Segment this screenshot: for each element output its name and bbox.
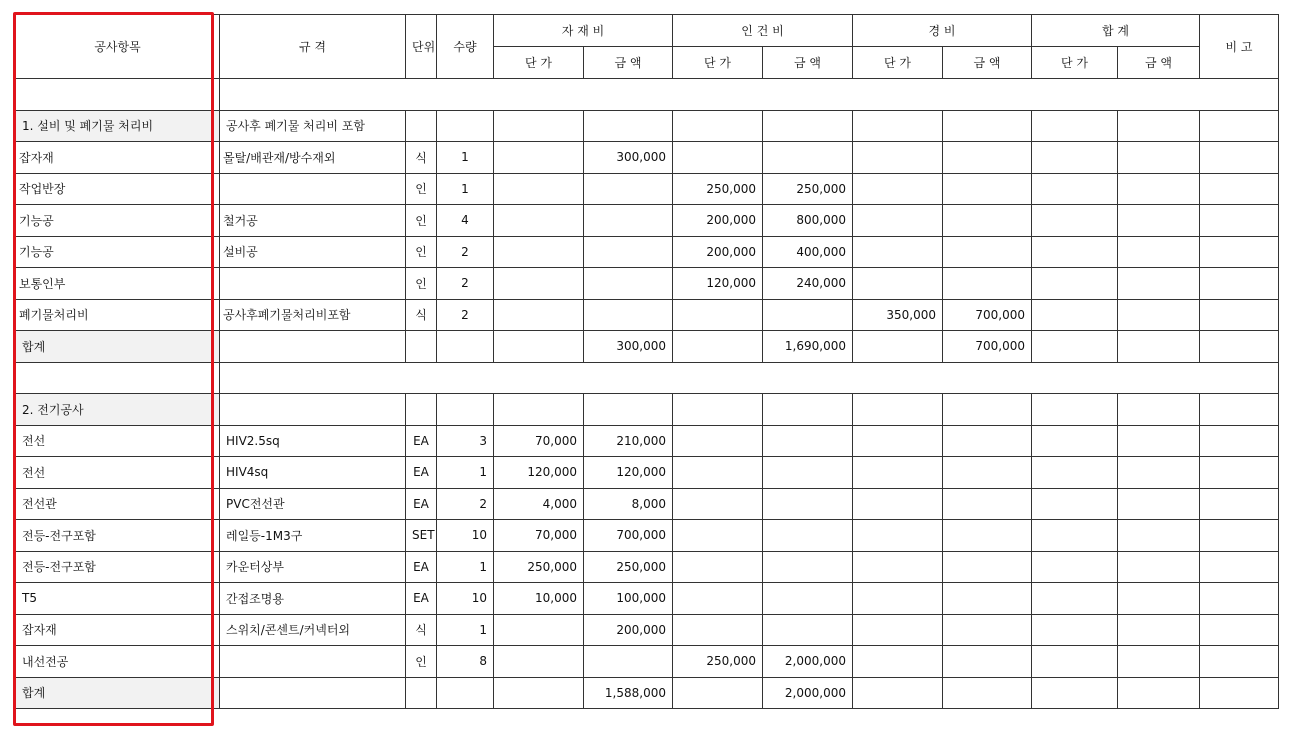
material-unit-price: 120,000 [494, 457, 584, 489]
empty-cell [673, 677, 763, 709]
item-spec: 철거공 [220, 205, 406, 237]
item-qty: 2 [437, 299, 494, 331]
total-amount [1118, 173, 1200, 205]
expense-unit-price: 350,000 [853, 299, 943, 331]
expense-amount [943, 425, 1032, 457]
table-row [16, 268, 1279, 300]
total-amount [1118, 205, 1200, 237]
empty-cell [584, 394, 673, 426]
empty-cell [437, 394, 494, 426]
item-unit: 식 [406, 299, 437, 331]
note-cell [1200, 425, 1279, 457]
table-body [16, 79, 1279, 709]
labor-amount: 2,000,000 [763, 677, 853, 709]
item-name: 기능공 [16, 205, 220, 237]
total-unit-price [1032, 488, 1118, 520]
empty-cell [220, 331, 406, 363]
empty-cell [406, 110, 437, 142]
table-row [16, 236, 1279, 268]
header-unit-price: 단 가 [1032, 47, 1118, 79]
item-spec: PVC전선관 [220, 488, 406, 520]
empty-cell [853, 677, 943, 709]
empty-cell [220, 362, 1279, 394]
total-unit-price [1032, 551, 1118, 583]
item-spec: 설비공 [220, 236, 406, 268]
header-unit-price: 단 가 [673, 47, 763, 79]
labor-unit-price [673, 142, 763, 174]
estimate-table [15, 14, 1279, 709]
material-unit-price [494, 142, 584, 174]
item-spec: HIV4sq [220, 457, 406, 489]
expense-unit-price [853, 236, 943, 268]
total-unit-price [1032, 236, 1118, 268]
expense-unit-price [853, 142, 943, 174]
total-amount [1118, 646, 1200, 678]
item-unit: 인 [406, 268, 437, 300]
material-amount: 210,000 [584, 425, 673, 457]
labor-amount: 2,000,000 [763, 646, 853, 678]
material-unit-price [494, 236, 584, 268]
header-amount: 금 액 [763, 47, 853, 79]
material-amount: 120,000 [584, 457, 673, 489]
table-row [16, 142, 1279, 174]
empty-cell [1032, 394, 1118, 426]
note-cell [1200, 646, 1279, 678]
item-unit: EA [406, 583, 437, 615]
expense-unit-price [853, 520, 943, 552]
section-row [16, 110, 1279, 142]
item-name: 내선전공 [16, 646, 220, 678]
item-name: 전선 [16, 425, 220, 457]
material-unit-price: 4,000 [494, 488, 584, 520]
note-cell [1200, 520, 1279, 552]
header-unit-price: 단 가 [853, 47, 943, 79]
item-unit: EA [406, 551, 437, 583]
table-row [16, 173, 1279, 205]
item-qty: 1 [437, 142, 494, 174]
empty-cell [406, 677, 437, 709]
expense-unit-price [853, 173, 943, 205]
header-qty: 수량 [437, 15, 494, 79]
empty-cell [1200, 394, 1279, 426]
labor-amount [763, 520, 853, 552]
expense-amount [943, 520, 1032, 552]
note-cell [1200, 677, 1279, 709]
blank-row [16, 79, 1279, 111]
labor-amount [763, 551, 853, 583]
empty-cell [943, 110, 1032, 142]
header-row-1 [16, 15, 1279, 47]
item-spec: 레일등-1M3구 [220, 520, 406, 552]
material-amount [584, 173, 673, 205]
material-amount [584, 299, 673, 331]
total-unit-price [1032, 268, 1118, 300]
table-row [16, 646, 1279, 678]
material-amount: 300,000 [584, 142, 673, 174]
item-spec: 스위치/콘센트/커넥터외 [220, 614, 406, 646]
expense-amount [943, 205, 1032, 237]
labor-unit-price: 200,000 [673, 205, 763, 237]
item-qty: 1 [437, 173, 494, 205]
expense-unit-price [853, 457, 943, 489]
labor-unit-price [673, 425, 763, 457]
item-name: 기능공 [16, 236, 220, 268]
empty-cell [763, 394, 853, 426]
labor-amount [763, 614, 853, 646]
note-cell [1200, 488, 1279, 520]
total-unit-price [1032, 457, 1118, 489]
total-amount [1118, 425, 1200, 457]
note-cell [1200, 142, 1279, 174]
item-qty: 2 [437, 236, 494, 268]
empty-cell [494, 677, 584, 709]
expense-amount [943, 457, 1032, 489]
expense-unit-price [853, 268, 943, 300]
expense-amount [943, 173, 1032, 205]
section-spec [220, 394, 406, 426]
material-amount [584, 205, 673, 237]
expense-amount [943, 614, 1032, 646]
labor-unit-price: 250,000 [673, 646, 763, 678]
item-qty: 1 [437, 551, 494, 583]
item-name: 잡자재 [16, 614, 220, 646]
subtotal-row [16, 677, 1279, 709]
empty-cell [584, 110, 673, 142]
expense-amount [943, 583, 1032, 615]
empty-cell [406, 331, 437, 363]
table-row [16, 299, 1279, 331]
header-amount: 금 액 [584, 47, 673, 79]
labor-unit-price: 250,000 [673, 173, 763, 205]
total-unit-price [1032, 520, 1118, 552]
labor-unit-price [673, 614, 763, 646]
table-row [16, 205, 1279, 237]
material-unit-price [494, 173, 584, 205]
section-title: 2. 전기공사 [16, 394, 220, 426]
material-amount [584, 268, 673, 300]
labor-unit-price [673, 583, 763, 615]
labor-unit-price [673, 551, 763, 583]
empty-cell [494, 110, 584, 142]
item-unit: EA [406, 425, 437, 457]
subtotal-row [16, 331, 1279, 363]
material-amount [584, 236, 673, 268]
subtotal-label: 합계 [16, 677, 220, 709]
item-spec: 간접조명용 [220, 583, 406, 615]
expense-unit-price [853, 551, 943, 583]
empty-cell [220, 79, 1279, 111]
total-unit-price [1032, 646, 1118, 678]
empty-cell [943, 394, 1032, 426]
section-spec: 공사후 폐기물 처리비 포함 [220, 110, 406, 142]
note-cell [1200, 173, 1279, 205]
total-amount [1118, 614, 1200, 646]
item-name: 잡자재 [16, 142, 220, 174]
header-amount: 금 액 [1118, 47, 1200, 79]
material-amount: 100,000 [584, 583, 673, 615]
item-spec: 카운터상부 [220, 551, 406, 583]
header-unit: 단위 [406, 15, 437, 79]
total-amount [1118, 583, 1200, 615]
expense-amount [943, 236, 1032, 268]
empty-cell [1032, 677, 1118, 709]
note-cell [1200, 236, 1279, 268]
labor-unit-price [673, 457, 763, 489]
total-amount [1118, 268, 1200, 300]
header-item: 공사항목 [16, 15, 220, 79]
labor-unit-price: 120,000 [673, 268, 763, 300]
empty-cell [853, 110, 943, 142]
total-amount [1118, 551, 1200, 583]
labor-amount [763, 457, 853, 489]
item-qty: 2 [437, 268, 494, 300]
item-qty: 1 [437, 457, 494, 489]
note-cell [1200, 331, 1279, 363]
material-unit-price [494, 646, 584, 678]
total-amount [1118, 236, 1200, 268]
item-spec: 공사후폐기물처리비포함 [220, 299, 406, 331]
total-unit-price [1032, 142, 1118, 174]
empty-cell [406, 394, 437, 426]
labor-amount: 240,000 [763, 268, 853, 300]
item-unit: 식 [406, 614, 437, 646]
table-row [16, 457, 1279, 489]
material-unit-price: 10,000 [494, 583, 584, 615]
material-unit-price: 70,000 [494, 425, 584, 457]
section-row [16, 394, 1279, 426]
table-row [16, 488, 1279, 520]
header-unit-price: 단 가 [494, 47, 584, 79]
expense-amount [943, 488, 1032, 520]
expense-unit-price [853, 488, 943, 520]
material-amount: 250,000 [584, 551, 673, 583]
labor-amount: 400,000 [763, 236, 853, 268]
material-amount: 8,000 [584, 488, 673, 520]
note-cell [1200, 583, 1279, 615]
item-unit: 인 [406, 173, 437, 205]
labor-unit-price [673, 520, 763, 552]
labor-unit-price [673, 488, 763, 520]
material-amount: 700,000 [584, 520, 673, 552]
empty-cell [16, 79, 220, 111]
labor-unit-price: 200,000 [673, 236, 763, 268]
empty-cell [1200, 110, 1279, 142]
item-qty: 2 [437, 488, 494, 520]
total-amount [1118, 142, 1200, 174]
material-amount [584, 646, 673, 678]
labor-amount [763, 299, 853, 331]
item-name: 보통인부 [16, 268, 220, 300]
section-title: 1. 설비 및 폐기물 처리비 [16, 110, 220, 142]
item-name: 전선관 [16, 488, 220, 520]
empty-cell [437, 110, 494, 142]
item-unit: EA [406, 457, 437, 489]
item-spec [220, 268, 406, 300]
total-amount [1118, 457, 1200, 489]
item-name: 전등-전구포함 [16, 551, 220, 583]
blank-row [16, 362, 1279, 394]
item-spec [220, 173, 406, 205]
item-unit: 인 [406, 646, 437, 678]
empty-cell [1118, 110, 1200, 142]
item-qty: 1 [437, 614, 494, 646]
total-amount [1118, 677, 1200, 709]
item-unit: 인 [406, 236, 437, 268]
item-qty: 10 [437, 520, 494, 552]
empty-cell [16, 362, 220, 394]
expense-unit-price [853, 646, 943, 678]
note-cell [1200, 205, 1279, 237]
empty-cell [494, 331, 584, 363]
total-amount [1118, 299, 1200, 331]
expense-amount: 700,000 [943, 299, 1032, 331]
material-amount: 300,000 [584, 331, 673, 363]
empty-cell [494, 394, 584, 426]
header-labor: 인 건 비 [673, 15, 853, 47]
expense-amount [943, 646, 1032, 678]
material-amount: 200,000 [584, 614, 673, 646]
header-expense: 경 비 [853, 15, 1032, 47]
item-spec [220, 646, 406, 678]
expense-amount [943, 677, 1032, 709]
expense-unit-price [853, 614, 943, 646]
empty-cell [673, 394, 763, 426]
total-amount [1118, 331, 1200, 363]
header-material: 자 재 비 [494, 15, 673, 47]
total-unit-price [1032, 205, 1118, 237]
expense-unit-price [853, 205, 943, 237]
total-unit-price [1032, 583, 1118, 615]
labor-amount [763, 583, 853, 615]
item-qty: 4 [437, 205, 494, 237]
item-name: 작업반장 [16, 173, 220, 205]
total-unit-price [1032, 299, 1118, 331]
labor-unit-price [673, 299, 763, 331]
item-name: 전등-전구포함 [16, 520, 220, 552]
expense-amount [943, 551, 1032, 583]
material-unit-price: 70,000 [494, 520, 584, 552]
header-total: 합 계 [1032, 15, 1200, 47]
item-name: 폐기물처리비 [16, 299, 220, 331]
labor-amount: 250,000 [763, 173, 853, 205]
note-cell [1200, 457, 1279, 489]
item-spec: HIV2.5sq [220, 425, 406, 457]
empty-cell [437, 331, 494, 363]
total-unit-price [1032, 425, 1118, 457]
empty-cell [1032, 110, 1118, 142]
total-unit-price [1032, 173, 1118, 205]
subtotal-label: 합계 [16, 331, 220, 363]
note-cell [1200, 268, 1279, 300]
empty-cell [437, 677, 494, 709]
empty-cell [1118, 394, 1200, 426]
labor-amount: 800,000 [763, 205, 853, 237]
labor-amount [763, 425, 853, 457]
item-qty: 8 [437, 646, 494, 678]
material-unit-price [494, 299, 584, 331]
empty-cell [763, 110, 853, 142]
item-unit: 식 [406, 142, 437, 174]
expense-unit-price [853, 425, 943, 457]
empty-cell [1032, 331, 1118, 363]
table-row [16, 551, 1279, 583]
empty-cell [673, 331, 763, 363]
empty-cell [853, 394, 943, 426]
item-qty: 10 [437, 583, 494, 615]
material-unit-price [494, 614, 584, 646]
labor-amount [763, 488, 853, 520]
item-unit: 인 [406, 205, 437, 237]
total-amount [1118, 488, 1200, 520]
material-unit-price [494, 205, 584, 237]
expense-amount: 700,000 [943, 331, 1032, 363]
expense-unit-price [853, 583, 943, 615]
header-spec: 규 격 [220, 15, 406, 79]
item-qty: 3 [437, 425, 494, 457]
table-row [16, 583, 1279, 615]
item-unit: EA [406, 488, 437, 520]
header-note: 비 고 [1200, 15, 1279, 79]
item-unit: SET [406, 520, 437, 552]
material-unit-price [494, 268, 584, 300]
table-row [16, 614, 1279, 646]
item-name: T5 [16, 583, 220, 615]
expense-amount [943, 142, 1032, 174]
table-row [16, 425, 1279, 457]
material-unit-price: 250,000 [494, 551, 584, 583]
material-amount: 1,588,000 [584, 677, 673, 709]
table-row [16, 520, 1279, 552]
expense-amount [943, 268, 1032, 300]
item-name: 전선 [16, 457, 220, 489]
note-cell [1200, 551, 1279, 583]
total-unit-price [1032, 614, 1118, 646]
labor-amount: 1,690,000 [763, 331, 853, 363]
labor-amount [763, 142, 853, 174]
empty-cell [220, 677, 406, 709]
empty-cell [673, 110, 763, 142]
note-cell [1200, 299, 1279, 331]
note-cell [1200, 614, 1279, 646]
item-spec: 몰탈/배관재/방수재외 [220, 142, 406, 174]
empty-cell [853, 331, 943, 363]
total-amount [1118, 520, 1200, 552]
header-amount: 금 액 [943, 47, 1032, 79]
